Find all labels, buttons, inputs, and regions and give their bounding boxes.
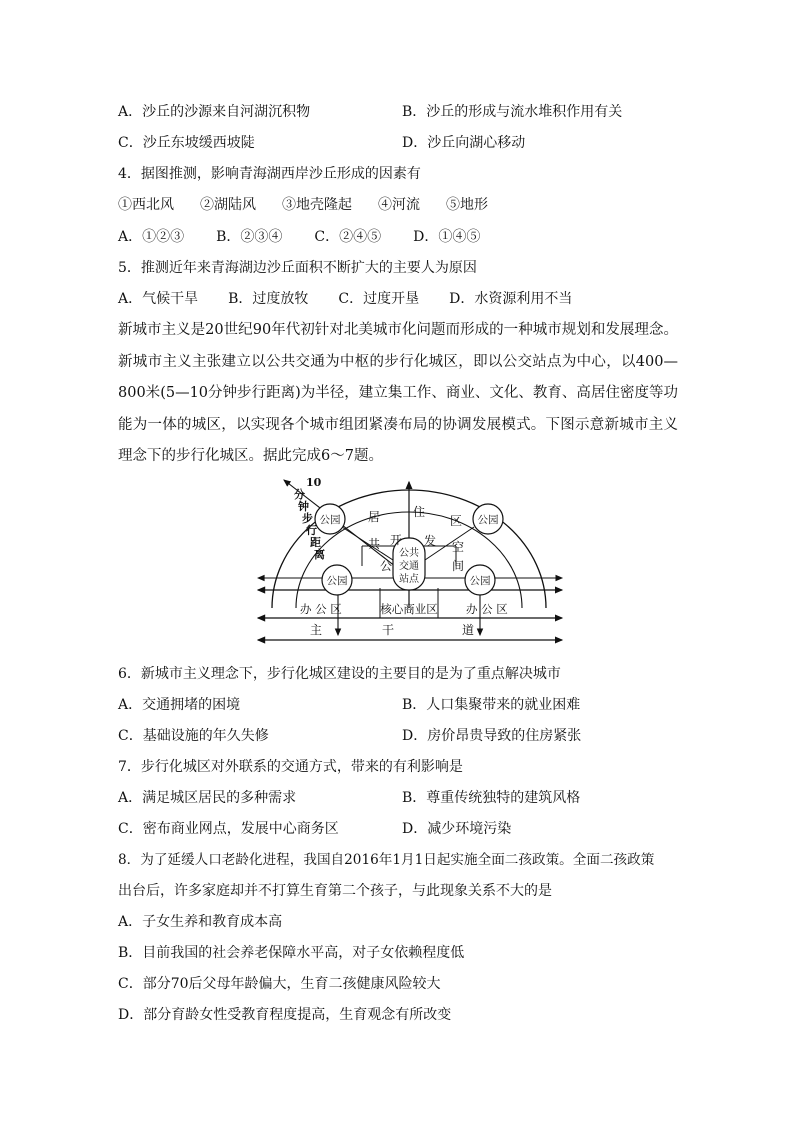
q4-option-a: A．①②③ <box>118 229 185 245</box>
q8-option-d: D．部分育龄女性受教育程度提高，生育观念有所改变 <box>118 1007 452 1023</box>
station-line-3: 站点 <box>399 574 419 585</box>
park-nw-label: 公园 <box>319 514 341 526</box>
q3-option-d: D．沙丘向湖心移动 <box>402 135 526 151</box>
open-space-2: 开 <box>390 533 403 547</box>
radius-label-0: 10 <box>306 476 322 489</box>
q6-option-d: D．房价昂贵导致的住房紧张 <box>402 728 582 744</box>
q7-option-d: D．减少环境污染 <box>402 821 512 837</box>
open-space-5: 间 <box>452 559 465 573</box>
q4-factor-1: ①西北风 <box>118 197 174 213</box>
q7-option-b: B．尊重传统独特的建筑风格 <box>402 790 581 806</box>
q6-option-a: A．交通拥堵的困境 <box>118 697 241 713</box>
q4-option-b: B．②③④ <box>216 229 283 245</box>
residential-1: 居 <box>368 510 381 524</box>
q4-factors <box>118 195 514 215</box>
radius-label-5: 距 <box>310 536 321 549</box>
q4-factor-5: ⑤地形 <box>446 197 488 213</box>
q5-option-d: D．水资源利用不当 <box>449 291 573 307</box>
main-road-3: 道 <box>462 623 475 637</box>
q6-option-b: B．人口集聚带来的就业困难 <box>402 697 581 713</box>
park-ne <box>473 504 503 534</box>
q3-option-a: A．沙丘的沙源来自河湖沉积物 <box>118 104 311 120</box>
park-ne-label: 公园 <box>477 514 499 526</box>
station-line-2: 交通 <box>399 561 419 572</box>
radius-label-2: 钟 <box>298 500 309 513</box>
main-road-2: 干 <box>382 623 395 637</box>
q5-options <box>118 289 598 309</box>
radius-label-3: 步 <box>302 512 313 525</box>
office-right: 办 公 区 <box>466 602 508 616</box>
q5-option-b: B．过度放牧 <box>228 291 309 307</box>
radius-label-1: 分 <box>294 488 305 501</box>
walkable-district-diagram <box>250 470 570 650</box>
radius-label-6: 离 <box>314 548 325 561</box>
q5-stem: 5．推测近年来青海湖边沙丘面积不断扩大的主要人为原因 <box>118 260 477 276</box>
q4-options <box>118 227 506 247</box>
gong-char: 公 <box>380 559 393 573</box>
q7-option-c: C．密布商业网点，发展中心商务区 <box>118 821 339 837</box>
q3-option-b: B．沙丘的形成与流水堆积作用有关 <box>402 104 623 120</box>
q7-option-a: A．满足城区居民的多种需求 <box>118 790 297 806</box>
q8-stem-line-2: 出台后，许多家庭却并不打算生育第二个孩子，与此现象关系不大的是 <box>118 883 552 899</box>
q4-stem: 4．据图推测，影响青海湖西岸沙丘形成的因素有 <box>118 166 421 182</box>
q8-option-c: C．部分70后父母年龄偏大，生育二孩健康风险较大 <box>118 976 441 992</box>
q6-stem: 6．新城市主义理念下，步行化城区建设的主要目的是为了重点解决城市 <box>118 666 561 682</box>
q4-factor-4: ④河流 <box>378 197 420 213</box>
q3-option-c: C．沙丘东坡缓西坡陡 <box>118 135 255 151</box>
office-left: 办 公 区 <box>300 602 342 616</box>
q6-option-c: C．基础设施的年久失修 <box>118 728 269 744</box>
q5-option-c: C．过度开垦 <box>338 291 420 307</box>
core-business: 核心商业区 <box>380 602 438 616</box>
open-space-1: 共 <box>368 537 381 551</box>
q4-factor-2: ②湖陆风 <box>200 197 256 213</box>
open-space-4: 空 <box>452 540 465 554</box>
main-road-1: 主 <box>310 623 323 637</box>
q8-stem-line-1: 8．为了延缓人口老龄化进程，我国自2016年1月1日起实施全面二孩政策。全面二孩政策 <box>118 852 655 868</box>
park-e-label: 公园 <box>469 575 491 587</box>
q4-factor-3: ③地壳隆起 <box>282 197 352 213</box>
radius-label-4: 行 <box>306 524 317 537</box>
residential-3: 区 <box>450 514 463 528</box>
q4-option-d: D．①④⑤ <box>413 229 481 245</box>
q5-option-a: A．气候干旱 <box>118 291 199 307</box>
q8-option-a: A．子女生养和教育成本高 <box>118 914 283 930</box>
open-space-3: 发 <box>424 534 437 548</box>
station-line-1: 公共 <box>399 548 419 559</box>
q7-stem: 7．步行化城区对外联系的交通方式，带来的有利影响是 <box>118 759 463 775</box>
residential-2: 住 <box>413 505 426 519</box>
park-w-label: 公园 <box>326 575 348 587</box>
q8-option-b: B．目前我国的社会养老保障水平高，对子女依赖程度低 <box>118 945 465 961</box>
park-nw <box>315 504 345 534</box>
passage: 新城市主义是20世纪90年代初针对北美城市化问题而形成的一种城市规划和发展理念。新城市主义主张建立以公共交通为中枢的步行化城区，即以公交站点为中心，以400—800米(5—10分钟步行距离)为半径，建立集工作、商业、文化、教育、高居住密度等功能为一体的城区，以实现各个城市组团紧凑布局的协调发展模式。下图示意新城市主义理念下的步行化城区。据此完成6～7题。 <box>118 322 678 464</box>
q4-option-c: C．②④⑤ <box>314 229 382 245</box>
park-e <box>465 565 495 595</box>
park-w <box>322 565 352 595</box>
